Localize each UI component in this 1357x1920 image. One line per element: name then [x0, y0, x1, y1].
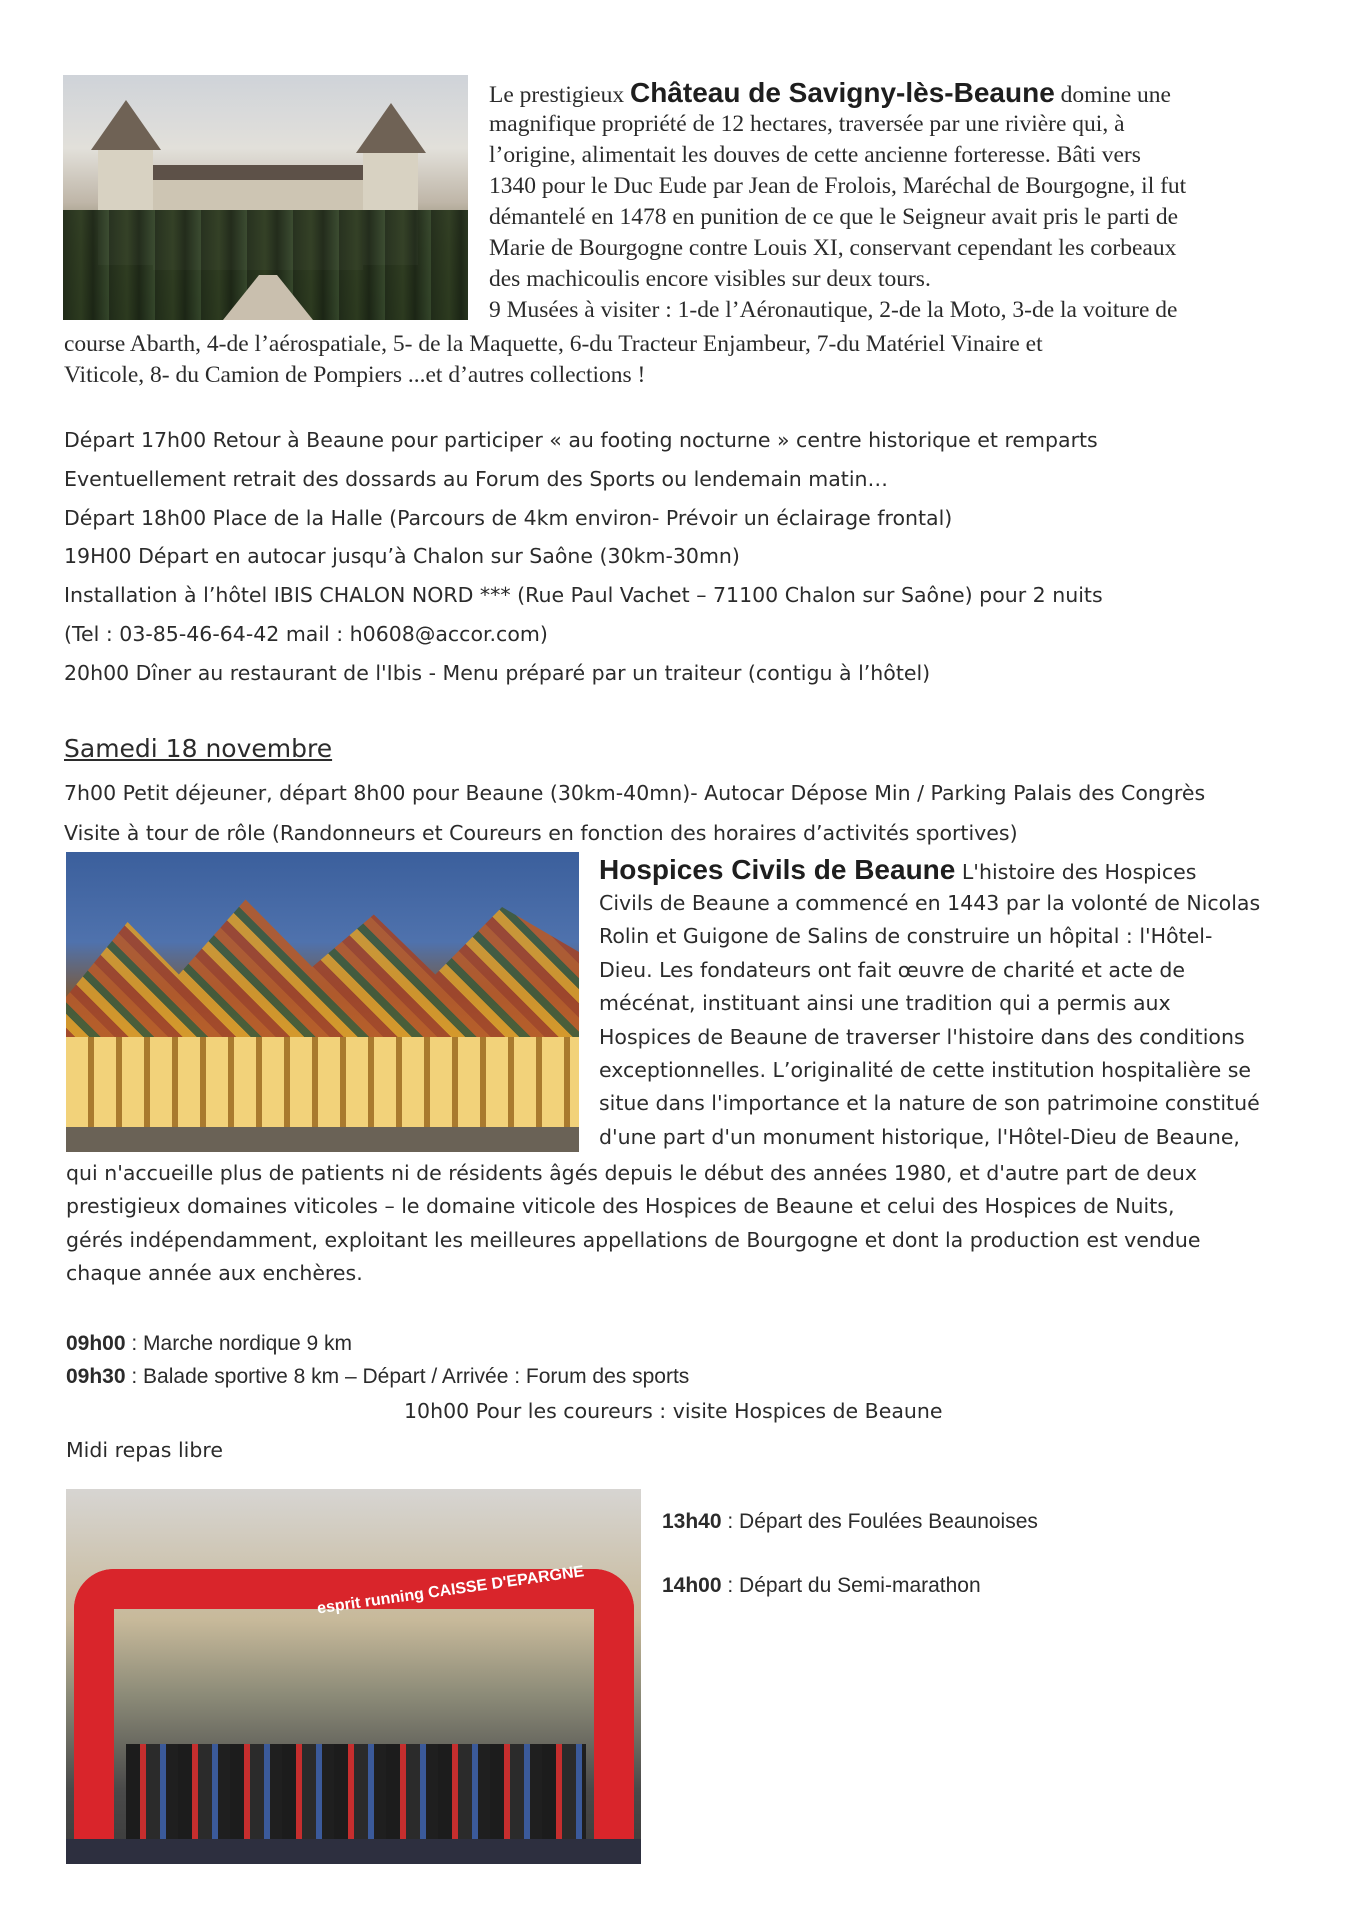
chateau-line1-end: domine une [1060, 82, 1171, 108]
schedule-text: : Départ des Foulées Beaunoises [721, 1510, 1038, 1533]
hospices-line: mécénat, instituant ainsi une tradition qui a permis aux [599, 991, 1171, 1016]
saturday-line: 7h00 Petit déjeuner, départ 8h00 pour Beaune (30km-40mn)- Autocar Dépose Min / Parking Palais des Congrès [64, 781, 1206, 805]
friday-schedule [64, 421, 1103, 693]
chateau-line: démantelé en 1478 en punition de ce que le Seigneur avait pris le parti de [489, 204, 1179, 230]
chateau-line: 9 Musées à visiter : 1-de l’Aéronautique, 2-de la Moto, 3-de la voiture de [489, 297, 1178, 323]
hospices-line: Dieu. Les fondateurs ont fait œuvre de charité et acte de [599, 957, 1185, 982]
friday-line: Eventuellement retrait des dossards au Forum des Sports ou lendemain matin… [64, 466, 889, 491]
schedule-nordic-walk [66, 1327, 352, 1360]
schedule-lunch: Midi repas libre [66, 1438, 223, 1462]
hospices-line: Hospices de Beaune de traverser l'histoire dans des conditions [599, 1024, 1245, 1049]
hospices-line1-end: L'histoire des Hospices [961, 860, 1197, 884]
chateau-photo [63, 75, 468, 320]
hospices-line: prestigieux domaines viticoles – le domaine viticole des Hospices de Beaune et celui des Hospices de Nuits, [66, 1194, 1175, 1219]
friday-line: Installation à l’hôtel IBIS CHALON NORD *** (Rue Paul Vachet – 71100 Chalon sur Saône) pour 2 nuits [64, 583, 1103, 608]
schedule-foulees [662, 1505, 1038, 1538]
hospices-line: situe dans l'importance et la nature de son patrimoine constitué [599, 1091, 1260, 1116]
chateau-line: course Abarth, 4-de l’aérospatiale, 5- de la Maquette, 6-du Tracteur Enjambeur, 7-du Matériel Vinaire et [64, 331, 1043, 357]
schedule-sport-walk [66, 1360, 689, 1393]
hospices-line: Rolin et Guigone de Salins de construire un hôpital : l'Hôtel- [599, 924, 1213, 949]
friday-line: (Tel : 03-85-46-64-42 mail : h0608@accor.com) [64, 621, 548, 646]
hospices-paragraph-full [66, 1157, 1201, 1291]
hospices-photo [66, 852, 579, 1152]
hospices-paragraph [599, 853, 1260, 1154]
chateau-line: Viticole, 8- du Camion de Pompiers ...et d’autres collections ! [64, 362, 646, 388]
friday-line: 19H00 Départ en autocar jusqu’à Chalon sur Saône (30km-30mn) [64, 544, 740, 569]
hospices-line: d'une part d'un monument historique, l'Hôtel-Dieu de Beaune, [599, 1124, 1240, 1149]
chateau-line: l’origine, alimentait les douves de cette ancienne forteresse. Bâti vers [489, 142, 1141, 168]
friday-line: Départ 17h00 Retour à Beaune pour participer « au footing nocturne » centre historique et remparts [64, 428, 1098, 452]
saturday-heading: Samedi 18 novembre [64, 734, 333, 763]
saturday-line: Visite à tour de rôle (Randonneurs et Coureurs en fonction des horaires d’activités sportives) [64, 821, 1018, 845]
race-photo [66, 1489, 641, 1864]
schedule-text: : Marche nordique 9 km [125, 1332, 352, 1355]
friday-line: Départ 18h00 Place de la Halle (Parcours de 4km environ- Prévoir un éclairage frontal) [64, 505, 953, 530]
race-arch-text: esprit running CAISSE D'EPARGNE [316, 1563, 586, 1618]
chateau-paragraph [489, 76, 1329, 326]
chateau-line: magnifique propriété de 12 hectares, traversée par une rivière qui, à [489, 111, 1125, 137]
schedule-semi-marathon [662, 1569, 981, 1602]
schedule-text: : Départ du Semi-marathon [721, 1574, 981, 1597]
hospices-line: gérés indépendamment, exploitant les meilleures appellations de Bourgogne et dont la production est vendue [66, 1227, 1201, 1252]
hospices-line: chaque année aux enchères. [66, 1261, 363, 1286]
schedule-time: 13h40 [662, 1510, 722, 1533]
schedule-text: : Balade sportive 8 km – Départ / Arrivée : Forum des sports [125, 1365, 690, 1388]
saturday-intro [64, 773, 1205, 853]
hospices-title: Hospices Civils de Beaune [599, 854, 956, 885]
chateau-paragraph-full [64, 329, 1344, 391]
schedule-time: 14h00 [662, 1574, 722, 1597]
hospices-line: Civils de Beaune a commencé en 1443 par la volonté de Nicolas [599, 891, 1261, 915]
hospices-line: exceptionnelles. L’originalité de cette institution hospitalière se [599, 1058, 1252, 1083]
friday-line: 20h00 Dîner au restaurant de l'Ibis - Menu préparé par un traiteur (contigu à l’hôtel) [64, 660, 931, 685]
schedule-time: 09h00 [66, 1332, 126, 1355]
schedule-time: 09h30 [66, 1365, 126, 1388]
chateau-line: 1340 pour le Duc Eude par Jean de Frolois, Maréchal de Bourgogne, il fut [489, 173, 1187, 199]
chateau-title: Château de Savigny-lès-Beaune [629, 77, 1055, 108]
chateau-line: Marie de Bourgogne contre Louis XI, conservant cependant les corbeaux [489, 235, 1177, 261]
hospices-line: qui n'accueille plus de patients ni de résidents âgés depuis le début des années 1980, et d'autre part de deux [66, 1161, 1197, 1185]
schedule-runners-visit: 10h00 Pour les coureurs : visite Hospices de Beaune [404, 1399, 943, 1423]
chateau-intro: Le prestigieux [489, 82, 625, 108]
chateau-line: des machicoulis encore visibles sur deux tours. [489, 266, 931, 292]
